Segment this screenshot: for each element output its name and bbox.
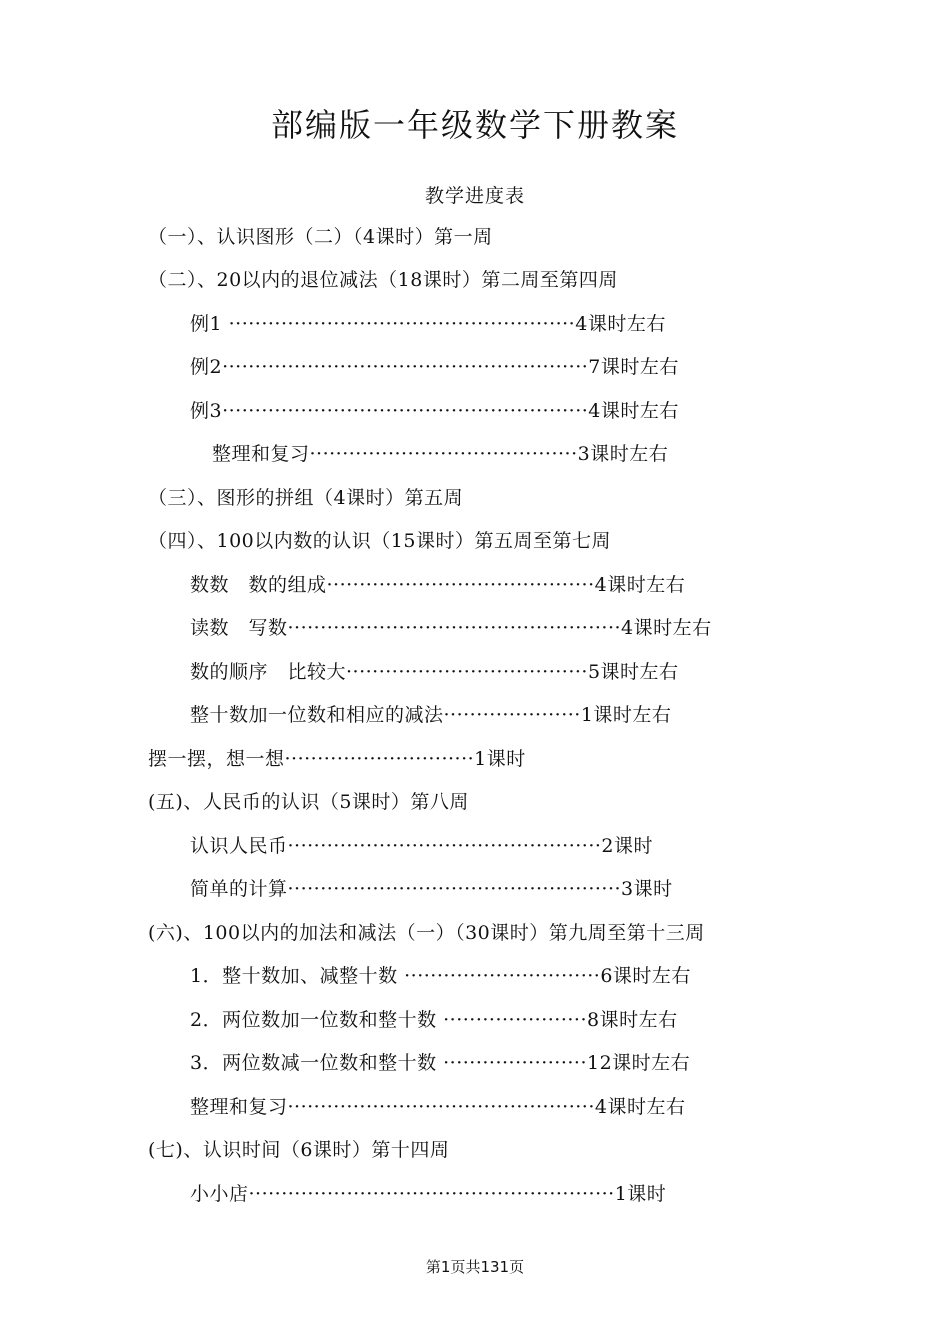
page-title: 部编版一年级数学下册教案: [270, 106, 679, 144]
schedule-line: （二）、20以内的退位减法（18课时）第二周至第四周: [148, 269, 618, 291]
schedule-line: 小小店························································1课时: [190, 1183, 667, 1205]
schedule-line: 2．两位数加一位数和整十数 ······················8课时左右: [190, 1009, 678, 1031]
schedule-line: 读数 写数···················································4课时左右: [190, 617, 712, 639]
schedule-line: 整理和复习···············································4课时左右: [190, 1096, 686, 1118]
schedule-line: 3．两位数减一位数和整十数 ······················12课时左右: [190, 1052, 691, 1074]
schedule-line: 整理和复习·········································3课时左右: [212, 443, 669, 465]
schedule-line: （四）、100以内数的认识（15课时）第五周至第七周: [148, 530, 611, 552]
page-footer: 第1页共131页: [425, 1258, 525, 1276]
schedule-line: 整十数加一位数和相应的减法·····················1课时左右: [190, 704, 672, 726]
schedule-line: 例1 ·····················································4课时左右: [190, 313, 666, 335]
schedule-line: 摆一摆，想一想·····························1课时: [148, 748, 526, 770]
schedule-subtitle: 教学进度表: [424, 185, 525, 207]
schedule-line: (七)、认识时间（6课时）第十四周: [148, 1139, 450, 1161]
schedule-line: 例3························································4课时左右: [190, 400, 679, 422]
schedule-line: (五)、人民币的认识（5课时）第八周: [148, 791, 469, 813]
schedule-line: （三）、图形的拼组（4课时）第五周: [148, 487, 464, 509]
schedule-line: 数的顺序 比较大·····································5课时左右: [190, 661, 679, 683]
schedule-line: 例2························································7课时左右: [190, 356, 679, 378]
schedule-line: 简单的计算···················································3课时: [190, 878, 673, 900]
schedule-line: 1．整十数加、减整十数 ······························6课时左右: [190, 965, 691, 987]
schedule-line: 数数 数的组成·········································4课时左右: [190, 574, 686, 596]
schedule-line: （一）、认识图形（二）（4课时）第一周: [148, 226, 493, 248]
schedule-line: 认识人民币················································2课时: [190, 835, 653, 857]
schedule-line: (六)、100以内的加法和减法（一）（30课时）第九周至第十三周: [148, 922, 705, 944]
